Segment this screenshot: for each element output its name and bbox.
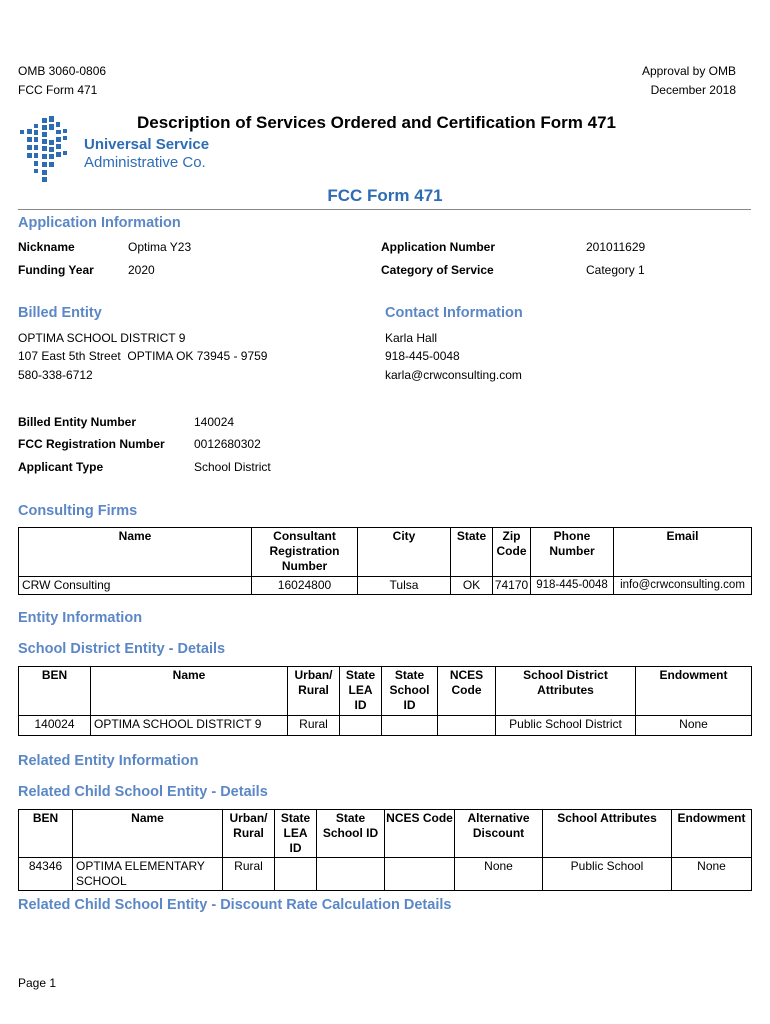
col-ben: BEN	[19, 667, 91, 716]
cell-state: OK	[451, 577, 493, 595]
consulting-firms-table	[18, 527, 752, 595]
col-state-school-id: State School ID	[317, 810, 385, 858]
application-info-heading: Application Information	[18, 215, 181, 231]
form-title: FCC Form 471	[327, 186, 443, 205]
col-endowment: Endowment	[672, 810, 752, 858]
page-title: Description of Services Ordered and Certification Form 471	[137, 113, 616, 132]
contact-name: Karla Hall	[385, 331, 438, 345]
col-state-school-id: State School ID	[382, 667, 438, 716]
nickname-label: Nickname	[18, 240, 75, 254]
cell-endowment: None	[672, 858, 752, 891]
cell-school-attributes: Public School	[543, 858, 672, 891]
col-district-attributes: School District Attributes	[496, 667, 636, 716]
page-number: Page 1	[18, 976, 57, 990]
billed-entity-address: 107 East 5th Street OPTIMA OK 73945 - 9759	[18, 349, 268, 363]
col-state: State	[451, 528, 493, 577]
billed-entity-heading: Billed Entity	[18, 305, 102, 321]
ben-label: Billed Entity Number	[18, 415, 137, 429]
col-phone: Phone Number	[531, 528, 614, 577]
cell-zip: 74170	[493, 577, 531, 595]
school-district-heading: School District Entity - Details	[18, 641, 226, 657]
billed-entity-phone: 580-338-6712	[18, 368, 93, 382]
col-nces-code: NCES Code	[438, 667, 496, 716]
cell-nces-code	[385, 858, 455, 891]
ben-value: 140024	[194, 415, 235, 429]
entity-info-heading: Entity Information	[18, 610, 143, 626]
application-number-value: 201011629	[586, 240, 646, 254]
col-ben: BEN	[19, 810, 73, 858]
category-value: Category 1	[586, 263, 645, 277]
col-urban-rural: Urban/ Rural	[223, 810, 275, 858]
col-state-lea-id: State LEA ID	[340, 667, 382, 716]
cell-urban-rural: Rural	[288, 716, 340, 736]
title-rule	[18, 209, 751, 210]
table-row	[19, 716, 752, 736]
col-name: Name	[19, 528, 252, 577]
cell-ben: 84346	[19, 858, 73, 891]
funding-year-value: 2020	[128, 263, 155, 277]
col-school-attributes: School Attributes	[543, 810, 672, 858]
child-school-table	[18, 809, 752, 891]
col-state-lea-id: State LEA ID	[275, 810, 317, 858]
cell-state-lea-id	[275, 858, 317, 891]
table-row	[19, 577, 752, 595]
applicant-type-value: School District	[194, 460, 271, 474]
cell-name: CRW Consulting	[19, 577, 252, 595]
contact-email: karla@crwconsulting.com	[385, 368, 522, 382]
col-name: Name	[91, 667, 288, 716]
fcc-registration-label: FCC Registration Number	[18, 437, 165, 451]
school-district-table	[18, 666, 752, 736]
col-nces-code: NCES Code	[385, 810, 455, 858]
cell-alternative-discount: None	[455, 858, 543, 891]
consulting-firms-heading: Consulting Firms	[18, 503, 138, 519]
cell-nces-code	[438, 716, 496, 736]
col-city: City	[358, 528, 451, 577]
col-endowment: Endowment	[636, 667, 752, 716]
logo-line-2: Administrative Co.	[84, 154, 206, 171]
cell-ben: 140024	[19, 716, 91, 736]
cell-state-school-id	[382, 716, 438, 736]
cell-state-school-id	[317, 858, 385, 891]
contact-info-heading: Contact Information	[385, 305, 523, 321]
applicant-type-label: Applicant Type	[18, 460, 104, 474]
cell-name: OPTIMA SCHOOL DISTRICT 9	[91, 716, 288, 736]
logo-line-1: Universal Service	[84, 136, 210, 153]
fcc-registration-value: 0012680302	[194, 437, 261, 451]
category-label: Category of Service	[381, 263, 494, 277]
cell-endowment: None	[636, 716, 752, 736]
billed-entity-name: OPTIMA SCHOOL DISTRICT 9	[18, 331, 186, 345]
discount-rate-heading: Related Child School Entity - Discount Rate Calculation Details	[18, 897, 452, 913]
omb-approval: Approval by OMB	[641, 64, 736, 78]
cell-city: Tulsa	[358, 577, 451, 595]
col-alternative-discount: Alternative Discount	[455, 810, 543, 858]
related-entity-heading: Related Entity Information	[18, 753, 199, 769]
table-row	[19, 858, 752, 891]
cell-consultant-reg: 16024800	[252, 577, 358, 595]
application-number-label: Application Number	[381, 240, 496, 254]
funding-year-label: Funding Year	[18, 263, 94, 277]
usac-logo-mark	[16, 114, 76, 184]
cell-district-attributes: Public School District	[496, 716, 636, 736]
col-consultant-reg: Consultant Registration Number	[252, 528, 358, 577]
nickname-value: Optima Y23	[128, 240, 192, 254]
approval-date: December 2018	[650, 83, 736, 97]
col-email: Email	[614, 528, 752, 577]
cell-urban-rural: Rural	[223, 858, 275, 891]
col-zip: Zip Code	[493, 528, 531, 577]
cell-phone: 918-445-0048	[531, 577, 614, 595]
col-urban-rural: Urban/ Rural	[288, 667, 340, 716]
contact-phone: 918-445-0048	[385, 349, 460, 363]
child-school-heading: Related Child School Entity - Details	[18, 784, 268, 800]
cell-name: OPTIMA ELEMENTARY SCHOOL	[73, 858, 223, 891]
cell-state-lea-id	[340, 716, 382, 736]
cell-email: info@crwconsulting.com	[614, 577, 752, 595]
omb-number: OMB 3060-0806	[18, 64, 107, 78]
col-name: Name	[73, 810, 223, 858]
form-number: FCC Form 471	[18, 83, 98, 97]
